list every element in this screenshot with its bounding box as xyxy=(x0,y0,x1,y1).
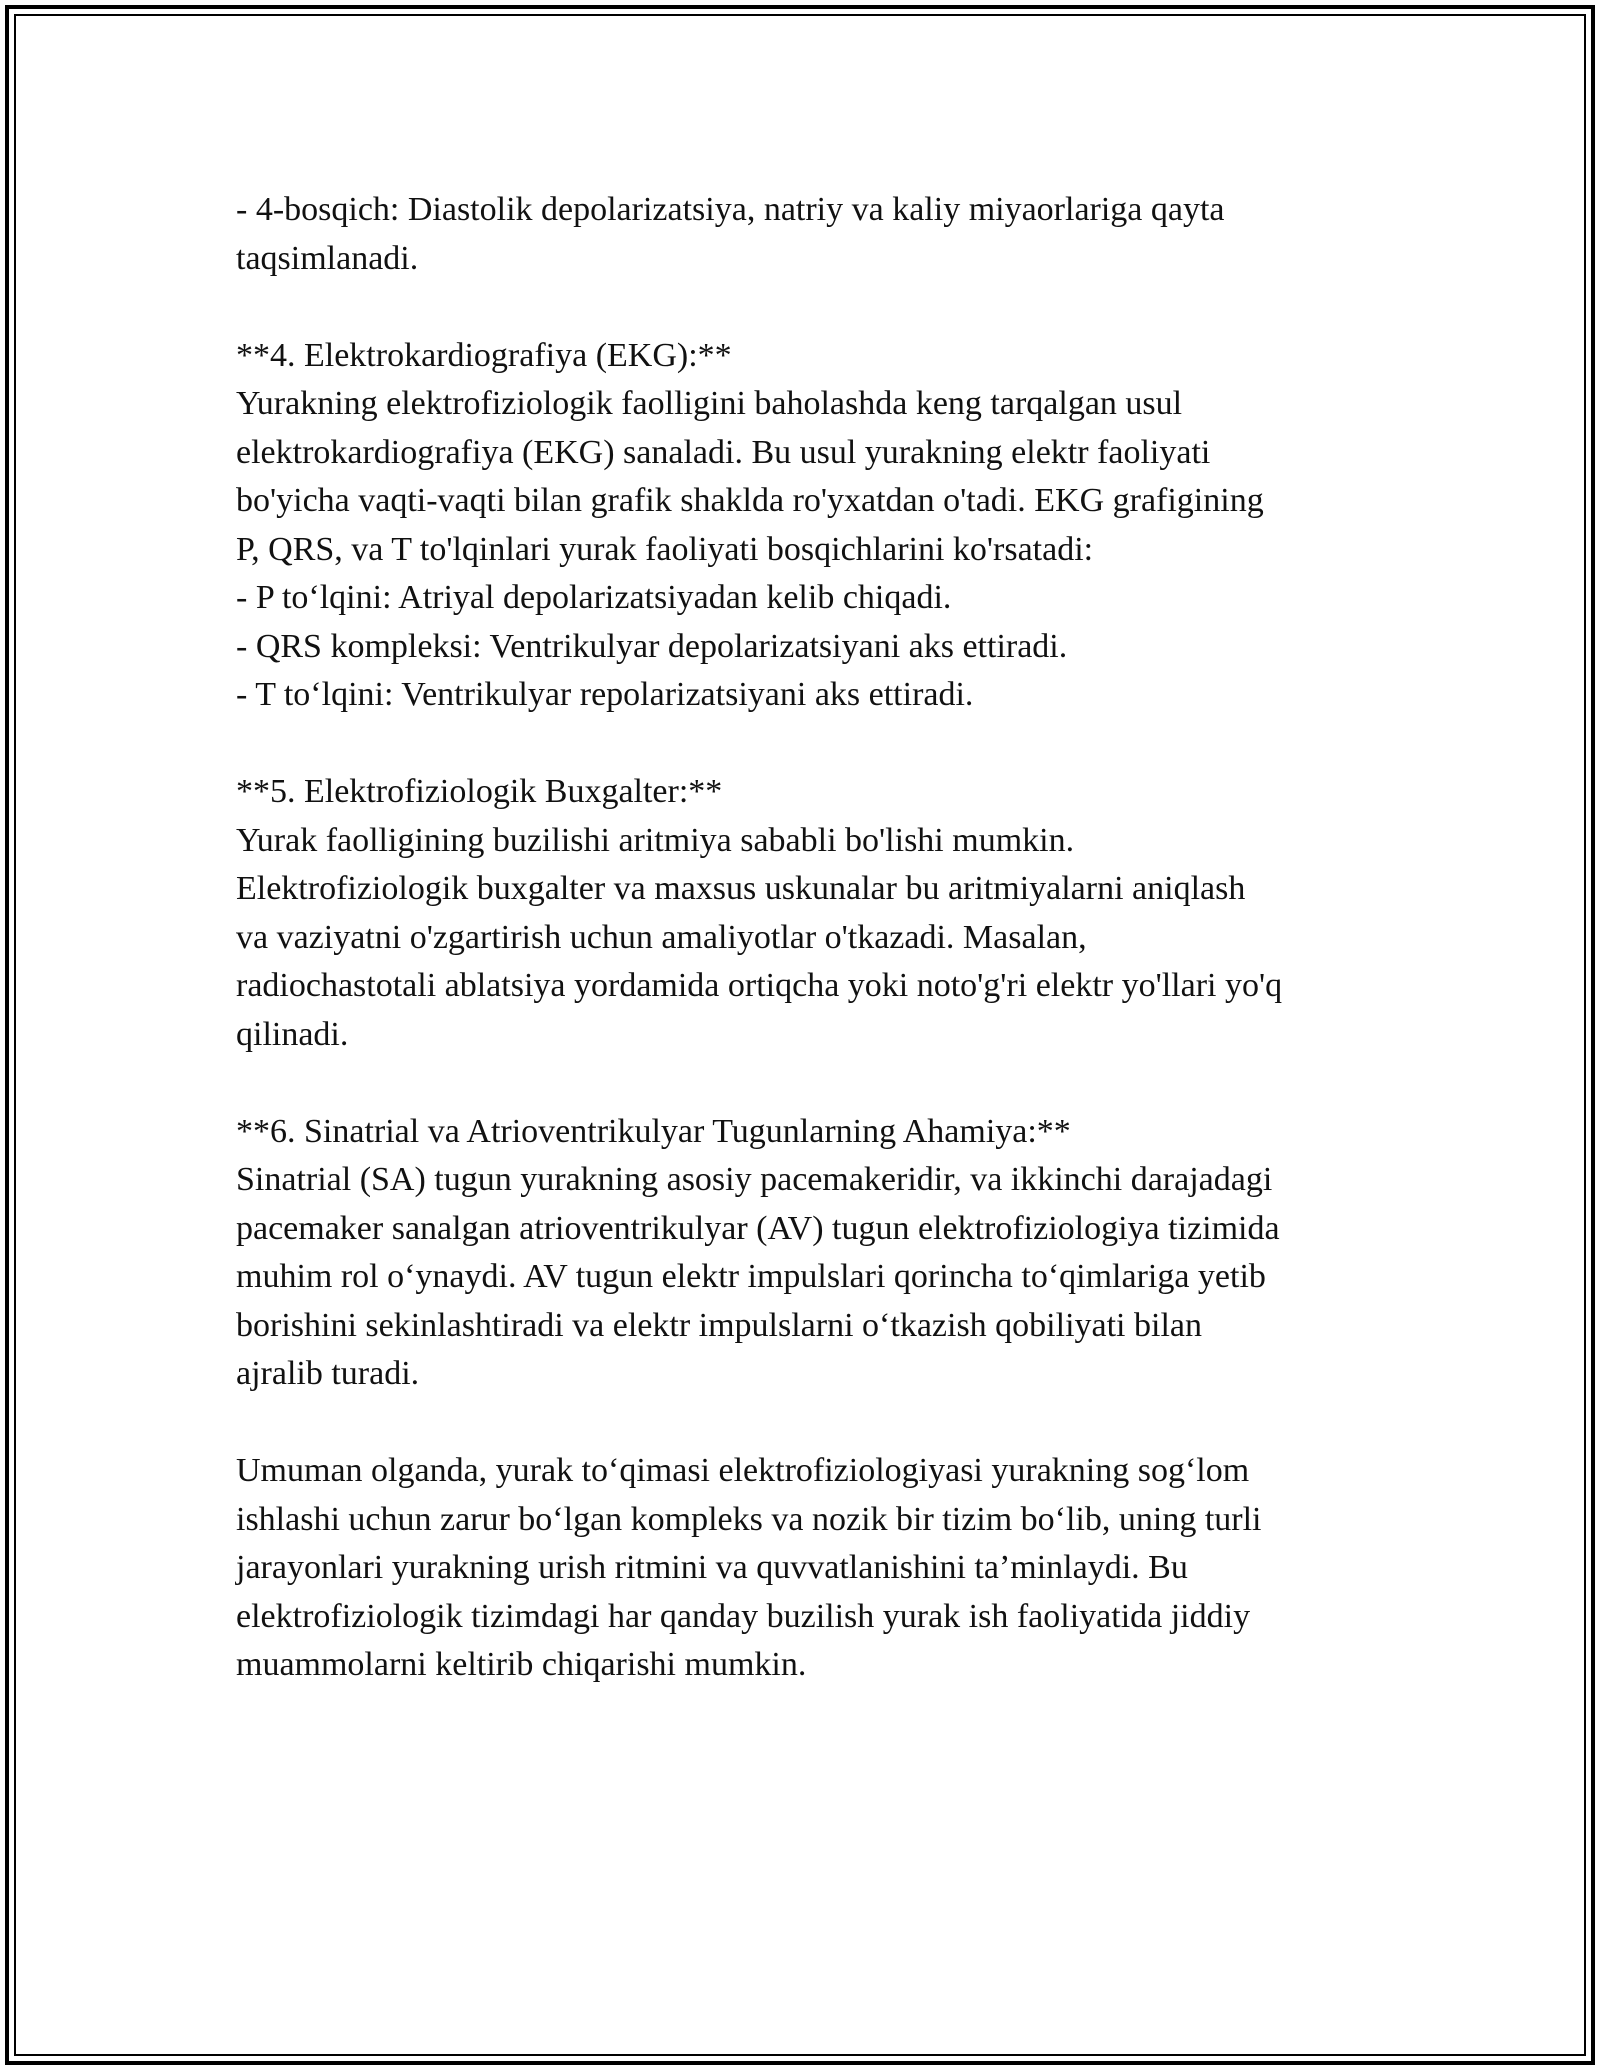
paragraph-conclusion xyxy=(236,1447,1386,1690)
section-heading: **5. Elektrofiziologik Buxgalter:** xyxy=(236,773,723,810)
paragraph-stage-4 xyxy=(236,186,1386,283)
text-line: Yurakning elektrofiziologik faolligini baholashda keng tarqalgan usul xyxy=(236,385,1183,422)
paragraph-gap xyxy=(236,1059,1386,1108)
list-item: - P to‘lqini: Atriyal depolarizatsiyadan kelib chiqadi. xyxy=(236,579,952,616)
section-heading: **6. Sinatrial va Atrioventrikulyar Tugunlarning Ahamiya:** xyxy=(236,1112,1071,1150)
paragraph-gap xyxy=(236,720,1386,769)
paragraph-ekg xyxy=(236,332,1386,720)
text-line: ajralib turadi. xyxy=(236,1355,420,1392)
paragraph-gap xyxy=(236,1399,1386,1448)
text-line: elektrofiziologik tizimdagi har qanday buzilish yurak ish faoliyatida jiddiy xyxy=(236,1597,1251,1635)
document-body xyxy=(236,186,1386,1690)
text-line: pacemaker sanalgan atrioventrikulyar (AV) tugun elektrofiziologiya tizimida xyxy=(236,1209,1280,1247)
list-item: - QRS kompleksi: Ventrikulyar depolarizatsiyani aks ettiradi. xyxy=(236,627,1068,665)
list-item: - T to‘lqini: Ventrikulyar repolarizatsiyani aks ettiradi. xyxy=(236,676,974,713)
text-line: P, QRS, va T to'lqinlari yurak faoliyati bosqichlarini ko'rsatadi: xyxy=(236,530,1094,568)
text-line: taqsimlanadi. xyxy=(236,239,419,277)
text-line: muammolarni keltirib chiqarishi mumkin. xyxy=(236,1646,807,1683)
text-line: Sinatrial (SA) tugun yurakning asosiy pacemakeridir, va ikkinchi darajadagi xyxy=(236,1161,1273,1198)
paragraph-gap xyxy=(236,283,1386,332)
paragraph-buxgalter xyxy=(236,768,1386,1059)
section-heading: **4. Elektrokardiografiya (EKG):** xyxy=(236,336,732,374)
text-line: bo'yicha vaqti-vaqti bilan grafik shaklda ro'yxatdan o'tadi. EKG grafigining xyxy=(236,482,1264,519)
text-line: Umuman olganda, yurak to‘qimasi elektrofiziologiyasi yurakning sog‘lom xyxy=(236,1452,1250,1489)
text-line: Yurak faolligining buzilishi aritmiya sababli bo'lishi mumkin. xyxy=(236,821,1075,859)
text-line: qilinadi. xyxy=(236,1015,349,1053)
text-line: borishini sekinlashtiradi va elektr impulslarni o‘tkazish qobiliyati bilan xyxy=(236,1306,1202,1344)
text-line: va vaziyatni o'zgartirish uchun amaliyotlar o'tkazadi. Masalan, xyxy=(236,918,1087,956)
text-line: ishlashi uchun zarur bo‘lgan kompleks va nozik bir tizim bo‘lib, uning turli xyxy=(236,1500,1262,1538)
text-line: radiochastotali ablatsiya yordamida ortiqcha yoki noto'g'ri elektr yo'llari yo'q xyxy=(236,967,1283,1004)
text-line: elektrokardiografiya (EKG) sanaladi. Bu usul yurakning elektr faoliyati xyxy=(236,433,1211,471)
text-line: muhim rol o‘ynaydi. AV tugun elektr impulslari qorincha to‘qimlariga yetib xyxy=(236,1258,1266,1295)
text-line: Elektrofiziologik buxgalter va maxsus uskunalar bu aritmiyalarni aniqlash xyxy=(236,870,1246,907)
text-line: - 4-bosqich: Diastolik depolarizatsiya, natriy va kaliy miyaorlariga qayta xyxy=(236,191,1225,228)
paragraph-sa-av xyxy=(236,1108,1386,1399)
text-line: jarayonlari yurakning urish ritmini va quvvatlanishini ta’minlaydi. Bu xyxy=(236,1549,1188,1586)
